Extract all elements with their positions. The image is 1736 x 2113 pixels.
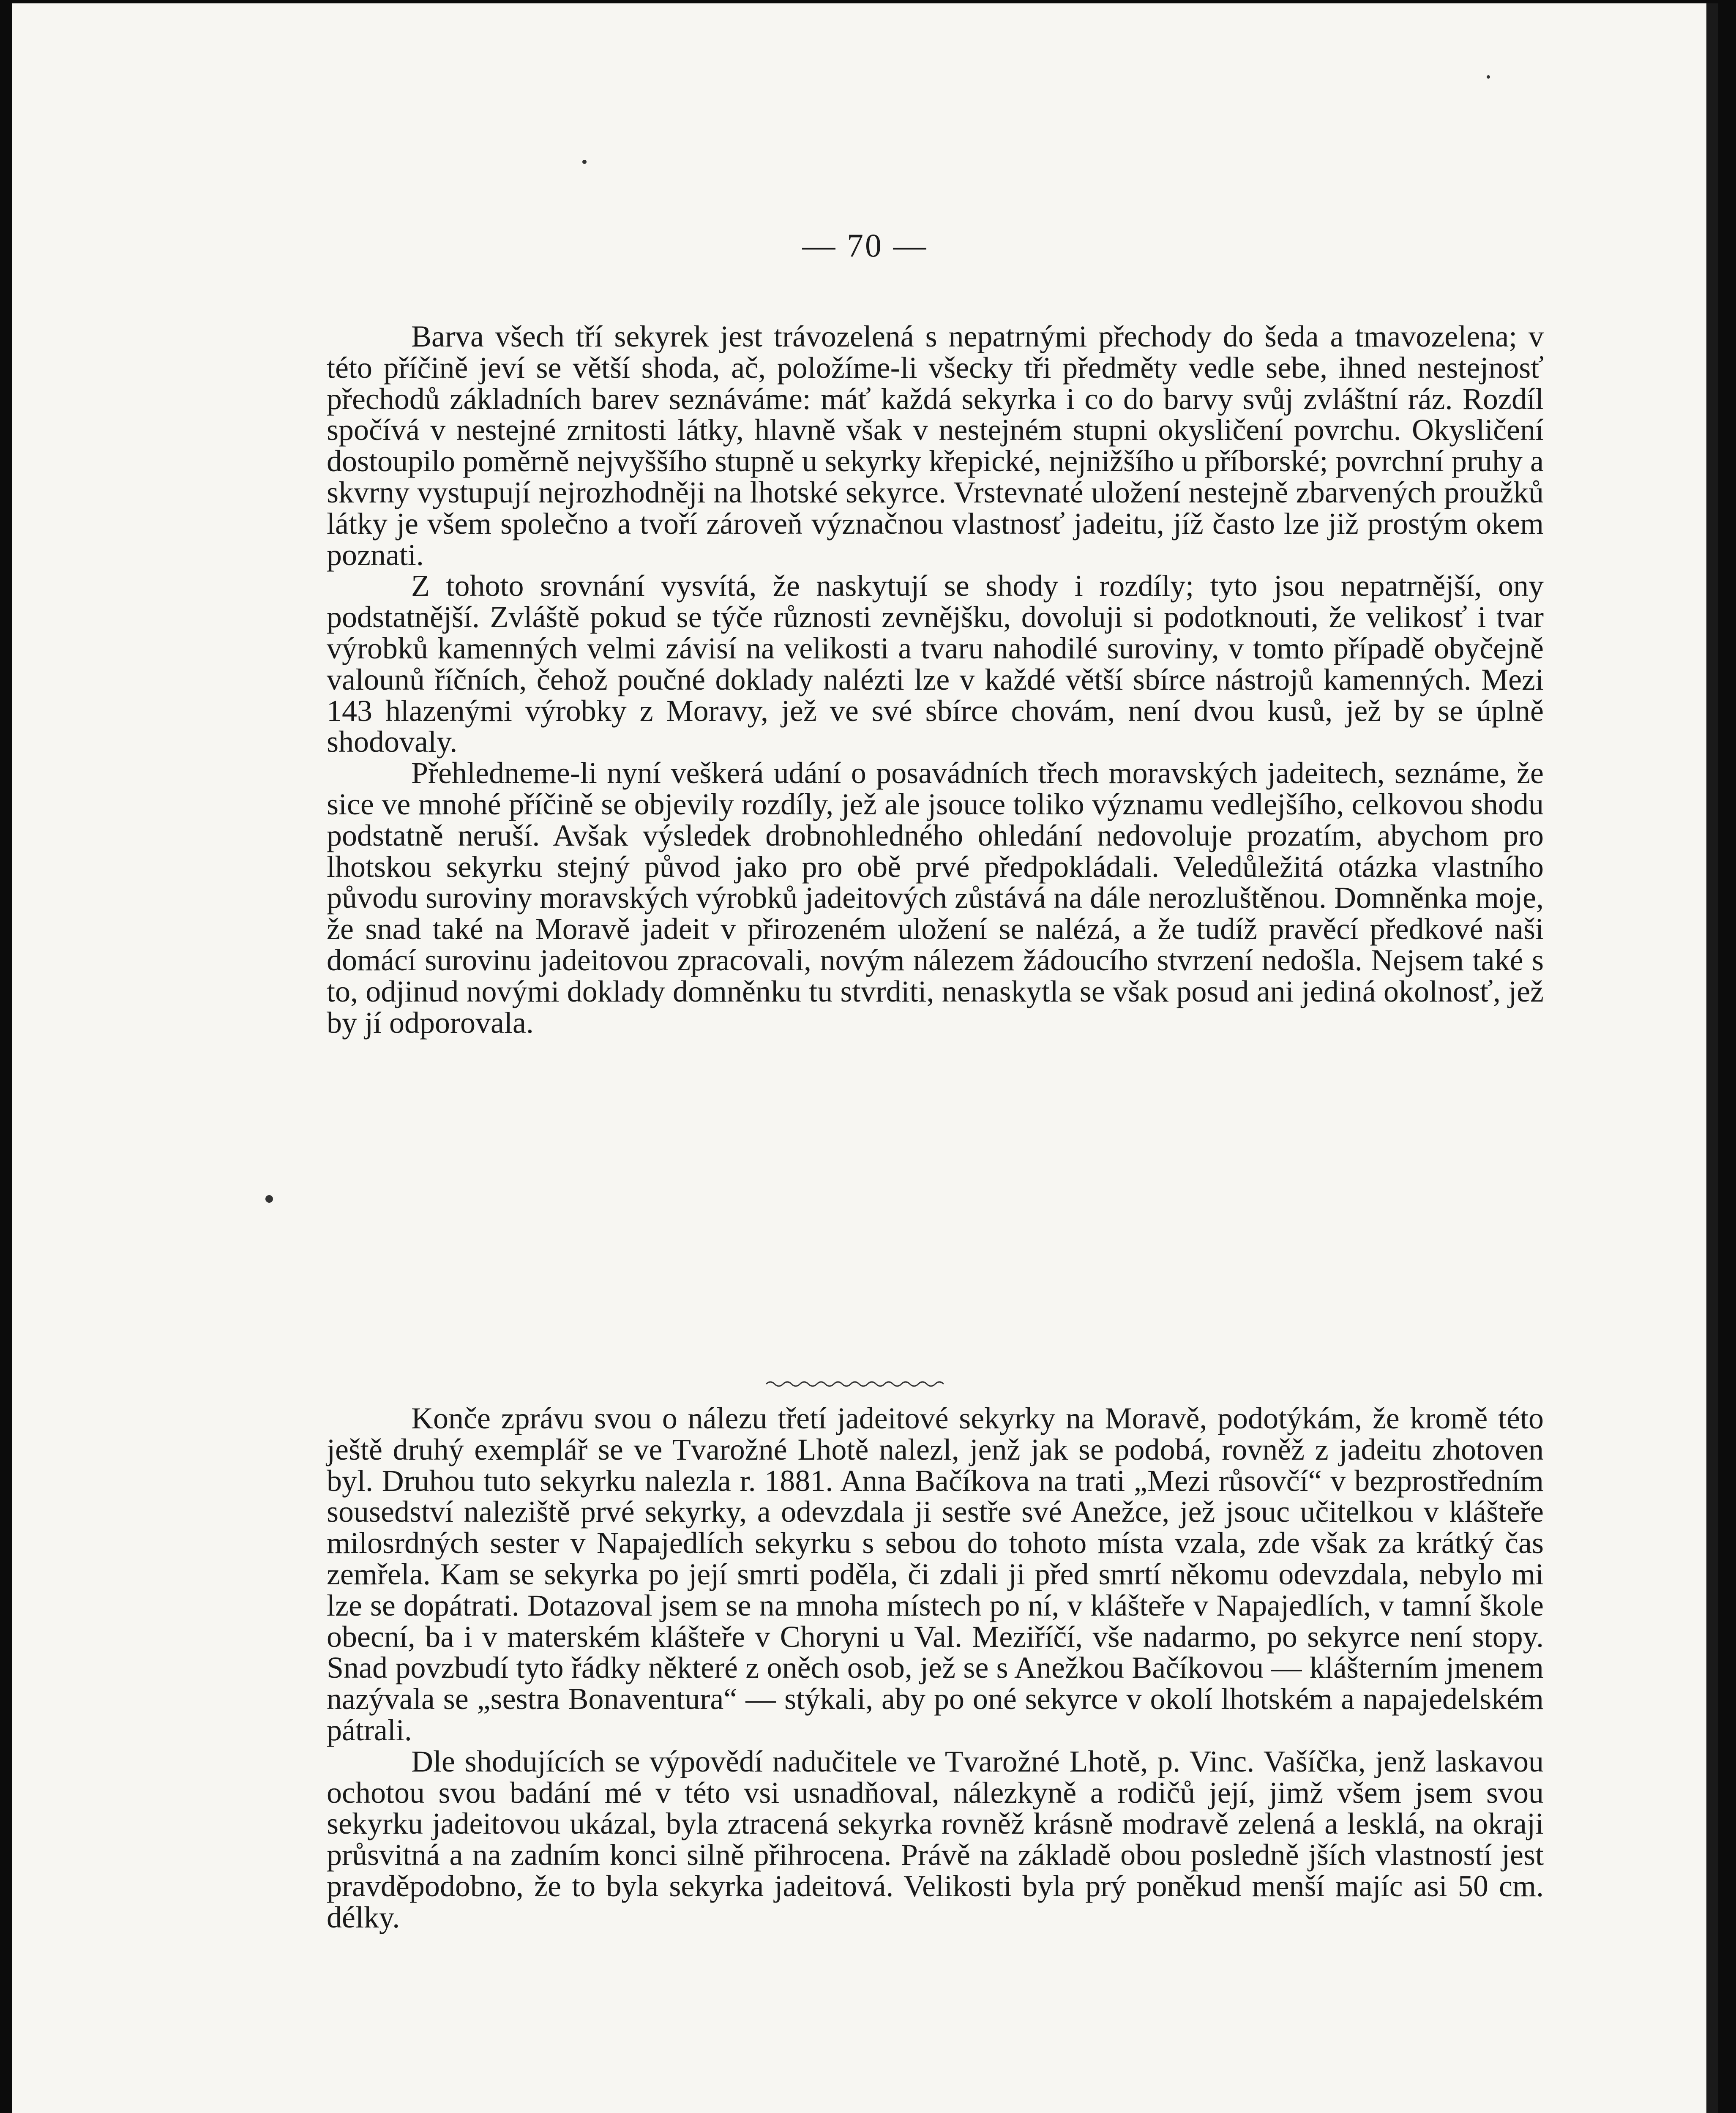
paragraph: Barva všech tří sekyrek jest trávozelená s nepatrnými přechody do šeda a tmavozelena; v této příčině jeví se větší shoda, ač, položíme-li všecky tři předměty vedle sebe, ihned nestejnosť přechodů základních barev seznáváme: máť každá sekyrka i co do barvy svůj zvláštní ráz. Rozdíl spočívá v nestejné zrnitosti látky, hlavně však v nestejném stupni okysličení povrchu. Okysličení dostoupilo poměrně nejvyššího stupně u sekyrky křepické, nejnižšího u příborské; povrchní pruhy a skvrny vystupují nejrozhodněji na lhotské sekyrce. Vrstevnaté uložení nestejně zbarvených proužků látky je všem společno a tvoří zároveň význačnou vlastnosť jadeitu, jíž často lze již prostým okem poznati. bbox=[327, 319, 1544, 572]
paragraph: Konče zprávu svou o nálezu třetí jadeitové sekyrky na Moravě, podotýkám, že kromě této ještě druhý exemplář se ve Tvarožné Lhotě nalezl, jenž jak se podobá, rovněž z jadeitu zhotoven byl. Druhou tuto sekyrku nalezla r. 1881. Anna Bačíkova na trati „Mezi růsovčí“ v bezprostředním sousedství naleziště prvé sekyrky, a odevzdala ji sestře své Anežce, jež jsouc učitelkou v klášteře milosrdných sester v Napajedlích sekyrku s sebou do tohoto místa vzala, zde však za krátký čas zemřela. Kam se sekyrka po její smrti poděla, či zdali ji před smrtí někomu odevzdala, nebylo mi lze se dopátrati. Dotazoval jsem se na mnoha místech po ní, v klášteře v Napajedlích, v tamní škole obecní, ba i v materském klášteře v Choryni u Val. Meziříčí, vše nadarmo, po sekyrce není stopy. Snad povzbudí tyto řádky některé z oněch osob, jež se s Anežkou Bačíkovou — klášterním jmenem nazývala se „sestra Bonaventura“ — stýkali, aby po oné sekyrce v okolí lhotském a napajedelském pátrali. bbox=[327, 1401, 1544, 1747]
ink-speck bbox=[1487, 75, 1490, 79]
paragraph: Přehledneme-li nyní veškerá udání o posavádních třech moravských jadeitech, seznáme, že sice ve mnohé příčině se objevily rozdíly, jež ale jsouce toliko významu vedlejšího, celkovou shodu podstatně neruší. Avšak výsledek drobnohledného ohledání nedovoluje prozatím, abychom pro lhotskou sekyrku stejný původ jako pro obě prvé předpokládali. Veledůležitá otázka vlastního původu suroviny moravských výrobků jadeitových zůstává na dále nerozluštěnou. Domněnka moje, že snad také na Moravě jadeit v přirozeném uložení se nalézá, a že tudíž pravěcí předkové naši domácí surovinu jadeitovou zpracovali, novým nálezem žádoucího stvrzení nedošla. Nejsem také s to, odjinud novými doklady domněnku tu stvrditi, nenaskytla se však posud ani jediná okolnosť, jež by jí odporovala. bbox=[327, 756, 1544, 1040]
document-page bbox=[12, 3, 1718, 2113]
page-edge-shadow bbox=[1706, 3, 1718, 2113]
page-number: — 70 — bbox=[802, 227, 928, 264]
wavy-separator bbox=[766, 1378, 944, 1390]
ink-speck bbox=[582, 160, 587, 164]
paragraph: Dle shodujících se výpovědí nadučitele ve Tvarožné Lhotě, p. Vinc. Vašíčka, jenž laskavou ochotou svou badání mé v této vsi usnadňoval, nálezkyně a rodičů její, jimž všem jsem svou sekyrku jadeitovou ukázal, byla ztracená sekyrka rovněž krásně modravě zelená a lesklá, na okraji průsvitná a na zadním konci silně přihrocena. Právě na základě obou posledně jších vlastností jest pravděpodobno, že to byla sekyrka jadeitová. Velikosti byla prý poněkud menší majíc asi 50 cm. délky. bbox=[327, 1744, 1544, 1934]
text-section-main bbox=[327, 321, 1544, 1038]
text-section-addendum bbox=[327, 1403, 1544, 1933]
ink-speck bbox=[265, 1195, 273, 1203]
paragraph: Z tohoto srovnání vysvítá, že naskytují se shody i rozdíly; tyto jsou nepatrnější, ony podstatnější. Zvláště pokud se týče různosti zevnějšku, dovoluji si podotknouti, že velikosť i tvar výrobků kamenných velmi závisí na velikosti a tvaru nahodilé suroviny, v tomto případě obyčejně valounů říčních, čehož poučné doklady nalézti lze v každé větší sbírce nástrojů kamenných. Mezi 143 hlazenými výrobky z Moravy, jež ve své sbírce chovám, není dvou kusů, jež by se úplně shodovaly. bbox=[327, 569, 1544, 759]
